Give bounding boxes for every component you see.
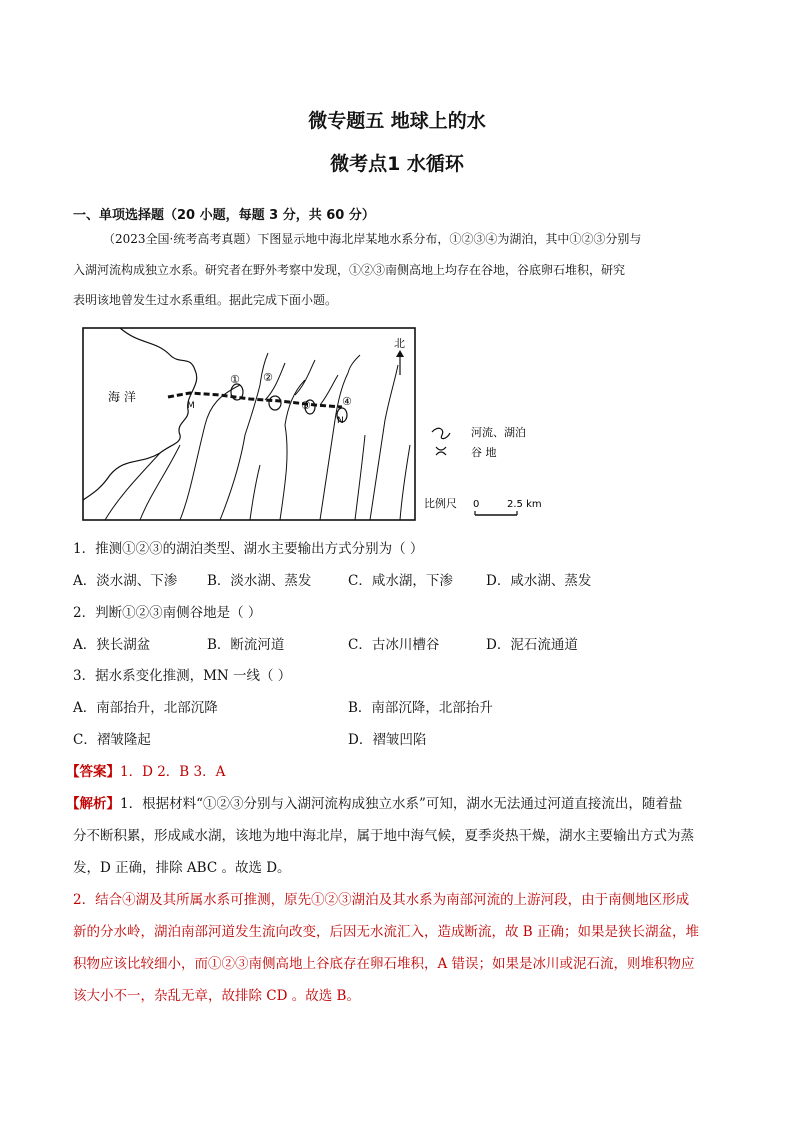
scale-value: 2.5 km (507, 499, 542, 510)
q3-option-a[interactable]: A．南部抬升，北部沉降 (73, 700, 218, 716)
lake-label-4: ④ (342, 395, 352, 408)
analysis-line-1 (66, 792, 682, 812)
question-2-stem: 2．判断①②③南侧谷地是（ ） (73, 605, 262, 621)
analysis-p2-l4: 该大小不一，杂乱无章，故排除 CD 。故选 B。 (73, 988, 360, 1004)
analysis-p2-l3: 积物应该比较细小，而①②③南侧高地上谷底存在卵石堆积，A 错误；如果是冰川或泥石流，则堆积物应 (73, 956, 695, 972)
legend-valley-label: 谷 地 (471, 446, 497, 459)
lake-label-2: ② (263, 371, 273, 384)
q1-option-a[interactable]: A．淡水湖、下渗 (73, 573, 178, 589)
north-label: 北 (394, 337, 405, 350)
analysis-p1-l1: 1．根据材料“①②③分别与入湖河流构成独立水系”可知，湖水无法通过河道直接流出，随着盐 (120, 796, 683, 812)
q3-option-c[interactable]: C．褶皱隆起 (73, 732, 151, 748)
q3-option-b[interactable]: B．南部沉降，北部抬升 (348, 700, 493, 716)
section-heading: 一、单项选择题（20 小题，每题 3 分，共 60 分） (73, 208, 375, 223)
m-label: M (187, 401, 195, 411)
q1-option-d[interactable]: D．咸水湖、蒸发 (486, 573, 592, 589)
intro-line-3: 表明该地曾发生过水系重组。据此完成下面小题。 (73, 293, 338, 307)
river-system-map (80, 325, 560, 525)
ocean-label: 海 洋 (108, 390, 136, 404)
answer-tag: 【答案】 (66, 764, 120, 780)
question-3-stem: 3．据水系变化推测，MN 一线（ ） (73, 668, 292, 684)
analysis-p2-l1: 2．结合④湖及其所属水系可推测，原先①②③湖泊及其水系为南部河流的上游河段，由于南侧地区形成 (73, 892, 690, 908)
legend-river-label: 河流、湖泊 (471, 426, 526, 439)
q2-option-d[interactable]: D．泥石流通道 (486, 637, 578, 653)
q3-option-d[interactable]: D．褶皱凹陷 (348, 732, 427, 748)
answer-line (66, 760, 225, 780)
q2-option-c[interactable]: C．古冰川槽谷 (348, 637, 440, 653)
q1-option-b[interactable]: B．淡水湖、蒸发 (207, 573, 312, 589)
page-subtitle: 微考点1 水循环 (330, 153, 464, 175)
lake-label-1: ① (230, 373, 240, 386)
coastline (83, 328, 197, 500)
scale-label: 比例尺 (424, 497, 457, 510)
lake-label-3: ③ (301, 399, 311, 412)
analysis-p1-l3: 发，D 正确，排除 ABC 。故选 D。 (73, 860, 291, 876)
intro-line-1: （2023全国·统考高考真题）下图显示地中海北岸某地水系分布，①②③④为湖泊，其中①②③分别与 (103, 232, 642, 246)
intro-line-2: 入湖河流构成独立水系。研究者在野外考察中发现，①②③南侧高地上均存在谷地，谷底卵石堆积，研究 (73, 263, 626, 277)
analysis-p2-l2: 新的分水岭，湖泊南部河道发生流向改变，后因无水流汇入，造成断流，故 B 正确；如果是狭长湖盆，堆 (73, 924, 700, 940)
n-label: N (337, 416, 344, 426)
analysis-p1-l2: 分不断积累，形成咸水湖，该地为地中海北岸，属于地中海气候，夏季炎热干燥，湖水主要输出方式为蒸 (73, 828, 694, 844)
answer-text: 1．D 2．B 3．A (120, 764, 226, 780)
scale-zero: 0 (473, 499, 480, 510)
legend-river-icon (432, 428, 450, 438)
page-title: 微专题五 地球上的水 (308, 110, 486, 132)
question-1-stem: 1．推测①②③的湖泊类型、湖水主要输出方式分别为（ ） (73, 541, 424, 557)
q2-option-a[interactable]: A．狭长湖盆 (73, 637, 151, 653)
rivers (105, 353, 410, 520)
q2-option-b[interactable]: B．断流河道 (207, 637, 285, 653)
lake-2 (269, 396, 281, 410)
legend-valley-icon (436, 447, 446, 450)
q1-option-c[interactable]: C．咸水湖，下渗 (348, 573, 453, 589)
analysis-tag: 【解析】 (66, 796, 120, 812)
